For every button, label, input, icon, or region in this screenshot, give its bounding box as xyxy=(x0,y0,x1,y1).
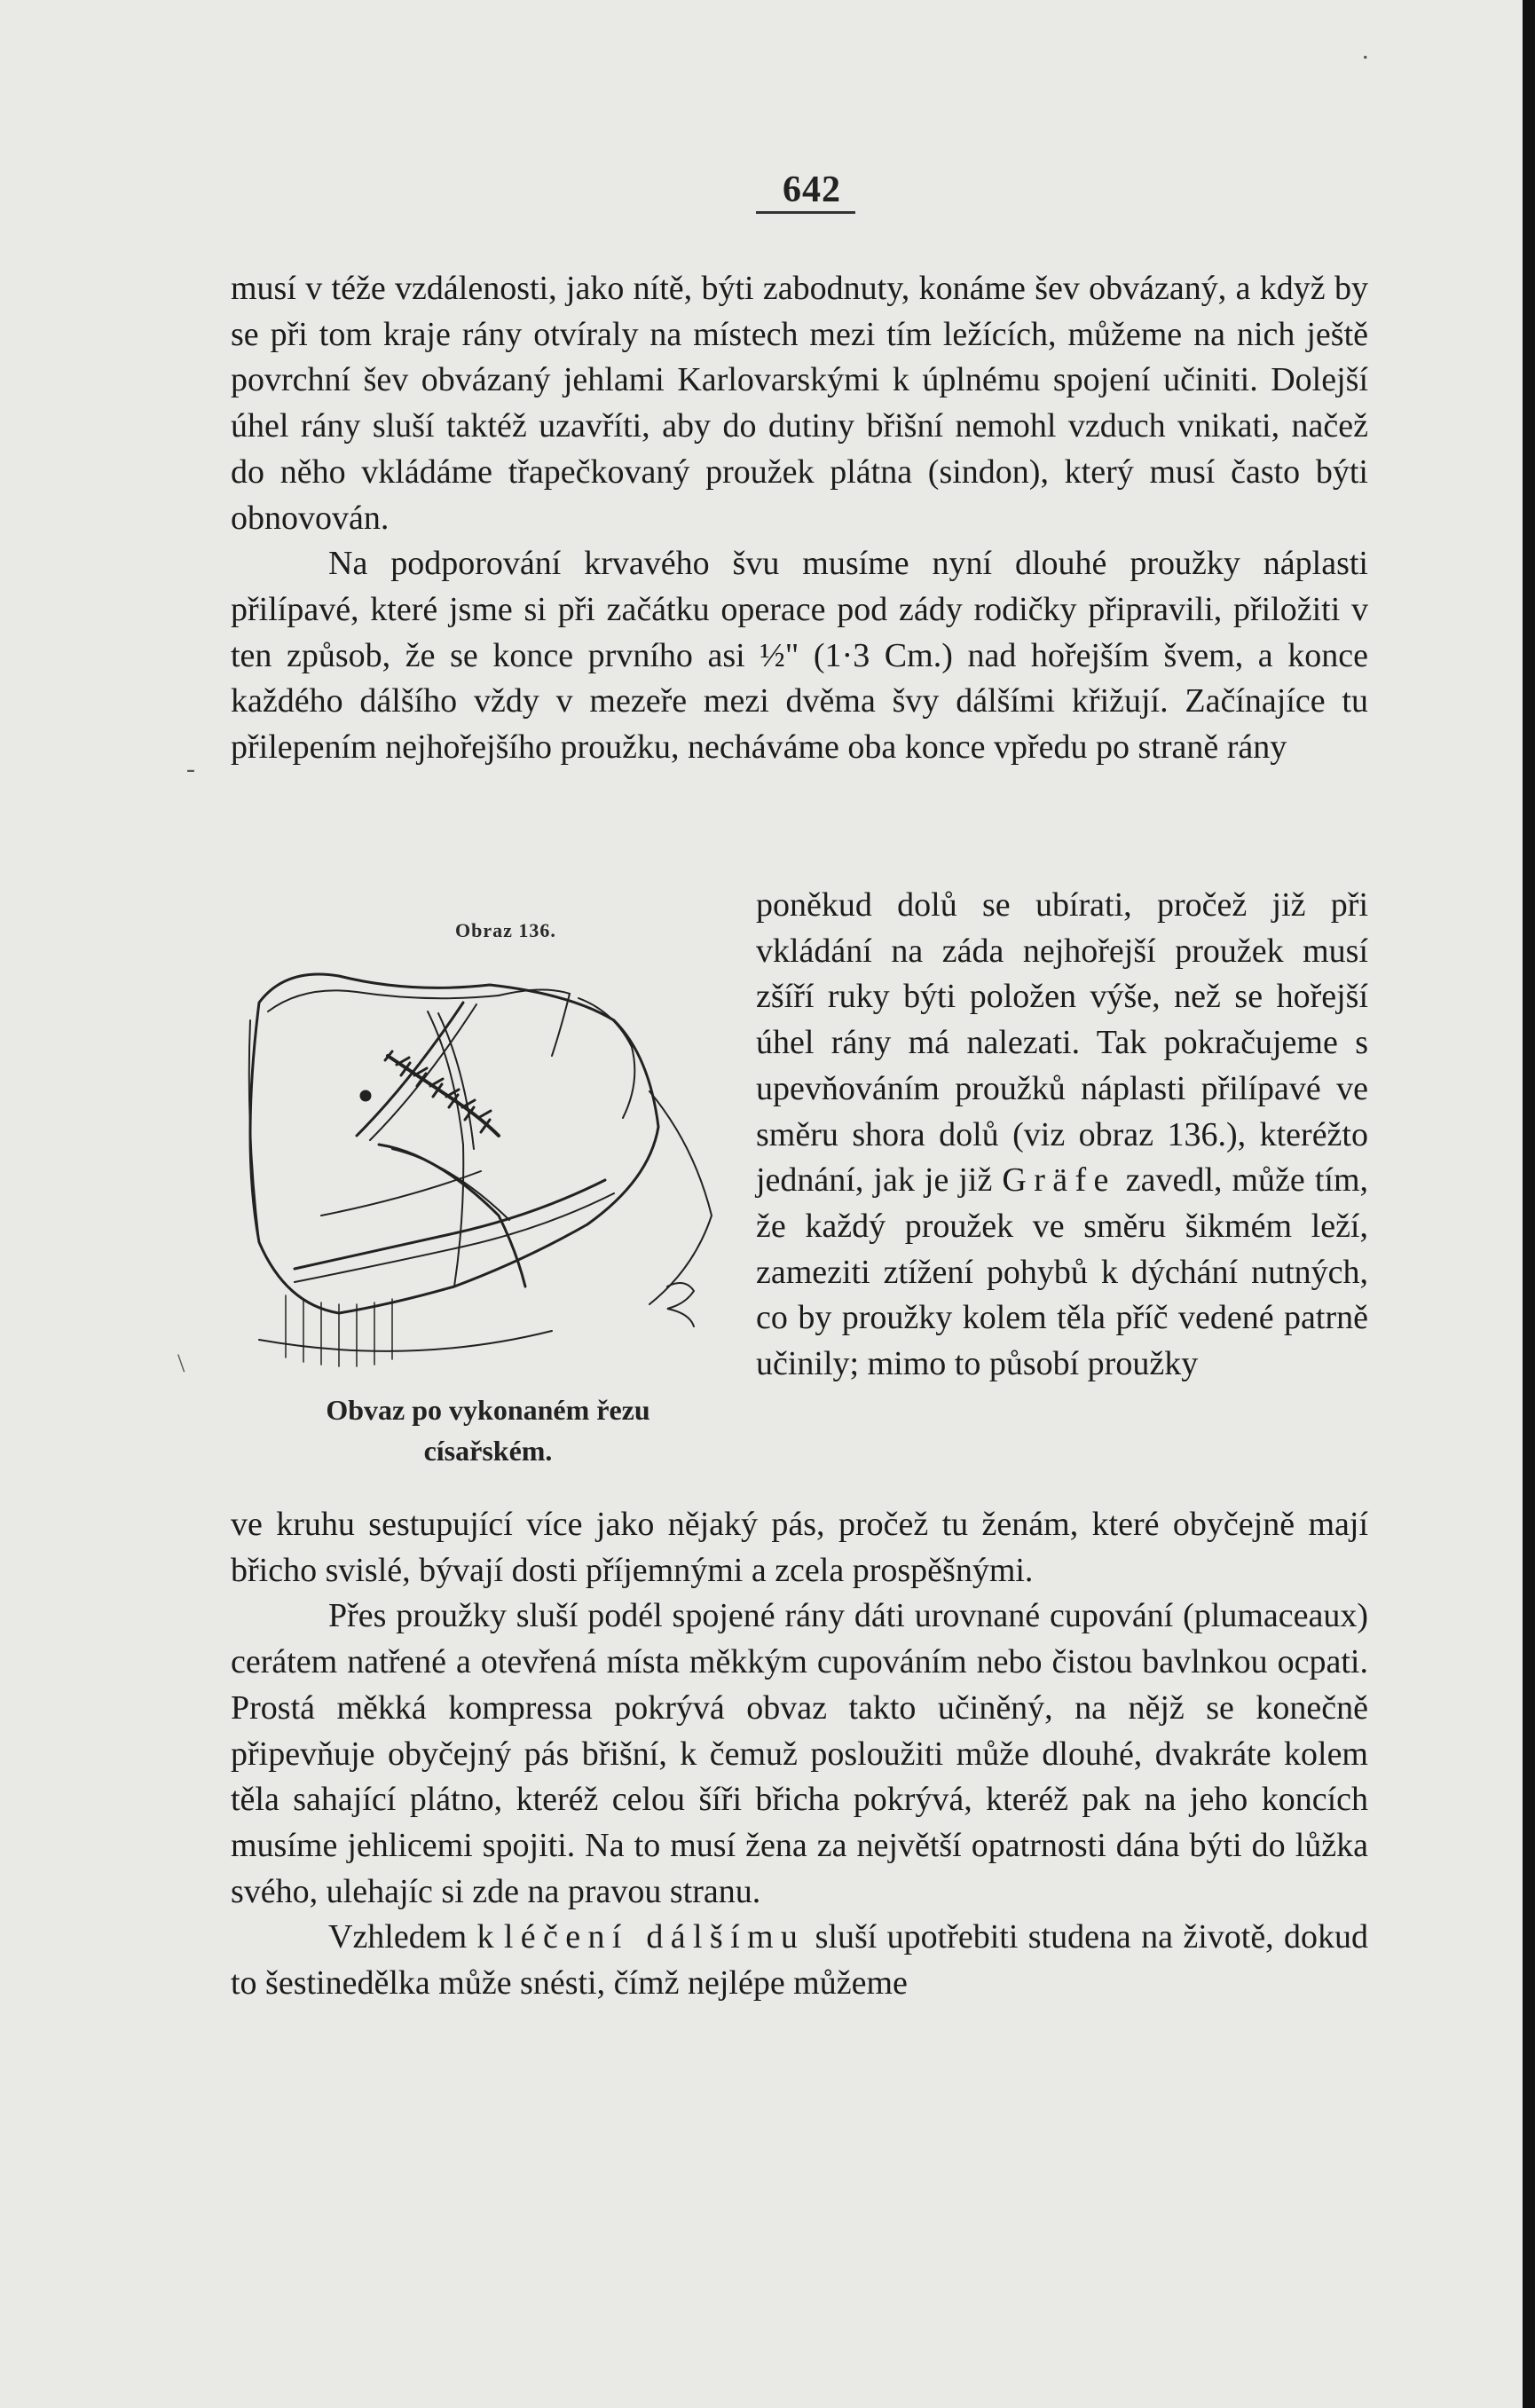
scan-edge xyxy=(1523,0,1535,2408)
text-block-top xyxy=(231,266,1368,771)
caption-line-2: císařském. xyxy=(423,1435,553,1467)
paragraph-4-start: Vzhledem k xyxy=(328,1918,494,1956)
text-beside-figure xyxy=(756,883,1368,1388)
figure-caption xyxy=(266,1389,710,1471)
speck-mark: . xyxy=(1362,35,1369,65)
paragraph-3: Přes proužky sluší podél spojené rány dáti urovnané cupování (plumaceaux) cerátem natřené a otevřená místa měkkým cupováním nebo čistou bavlnkou ocpati. Prostá měkká kompressa pokrývá obvaz takto učiněný, na nějž se konečně připevňuje obyčejný pás břišní, k čemuž posloužiti může dlouhé, dvakráte kolem těla sahající plátno, kteréž celou šíři břicha pokrývá, kteréž pak na jeho koncích musíme jehlicemi spojiti. Na to musí žena za největší opatrnosti dána býti do lůžka svého, ulehajíc si zde na pravou stranu. xyxy=(231,1597,1368,1910)
text-block-bottom xyxy=(231,1502,1368,2007)
wrap-text-part-2: zavedl, může tím, že každý proužek ve směru šikmém leží, zameziti ztížení pohybů k dýchání nutných, co by proužky kolem těla příč vedené patrně učinily; mimo to působí proužky xyxy=(756,1161,1369,1383)
paragraph-2-tail: ve kruhu sestupující více jako nějaký pás, pročež tu ženám, které obyčejně mají břicho svislé, bývají dosti příjemnými a zcela prospěšnými. xyxy=(231,1506,1368,1589)
margin-mark: \ xyxy=(177,1349,185,1378)
paragraph-4-end: sluší upotřebiti studena na životě, dokud to šestinedělka může snésti, čímž nejlépe můžeme xyxy=(231,1918,1369,2003)
paragraph-4-emphasis: léčení dálšímu xyxy=(503,1918,806,1956)
paragraph-2: Na podporování krvavého švu musíme nyní dlouhé proužky náplasti přilípavé, které jsme si při začátku operace pod zády rodičky připravili, přiložiti v ten způsob, že se konce prvního asi ½" (1·3 Cm.) nad hořejším švem, a konce každého dálšího vždy v mezeře mezi dvěma švy dálšími křižují. Začínajíce tu přilepením nejhořejšího proužku, necháváme oba konce vpředu po straně rány xyxy=(231,545,1368,767)
margin-mark: - xyxy=(186,754,195,783)
page-number: 642 xyxy=(783,169,841,210)
caption-line-1: Obvaz po vykonaném řezu xyxy=(326,1394,650,1426)
page-number-underline xyxy=(756,211,855,214)
paragraph-1: musí v téže vzdálenosti, jako nítě, býti zabodnuty, konáme šev obvázaný, a když by se při tom kraje rány otvíraly na místech mezi tím ležících, můžeme na nich ještě povrchní šev obvázaný jehlami Karlovarskými k úplnému spojení učiniti. Dolejší úhel rány sluší taktéž uzavříti, aby do dutiny břišní nemohl vzduch vnikati, načež do něho vkládáme třapečkovaný proužek plátna (sindon), který musí často býti obnovován. xyxy=(231,270,1368,537)
paragraph-4 xyxy=(231,1915,1368,2006)
bandage-illustration xyxy=(232,949,747,1393)
figure-label: Obraz 136. xyxy=(455,919,556,941)
wrap-text-part-1: poněkud dolů se ubírati, pročež již při vkládání na záda nejhořejší proužek musí zšíří ruky býti položen výše, než se hořejší úhel rány má nalezati. Tak pokračujeme s upevňováním proužků náplasti přilípavé ve směru shora dolů (viz obraz 136.), kteréžto jednání, jak je již xyxy=(756,886,1368,1200)
name-grafe: Gräfe xyxy=(1002,1161,1116,1200)
